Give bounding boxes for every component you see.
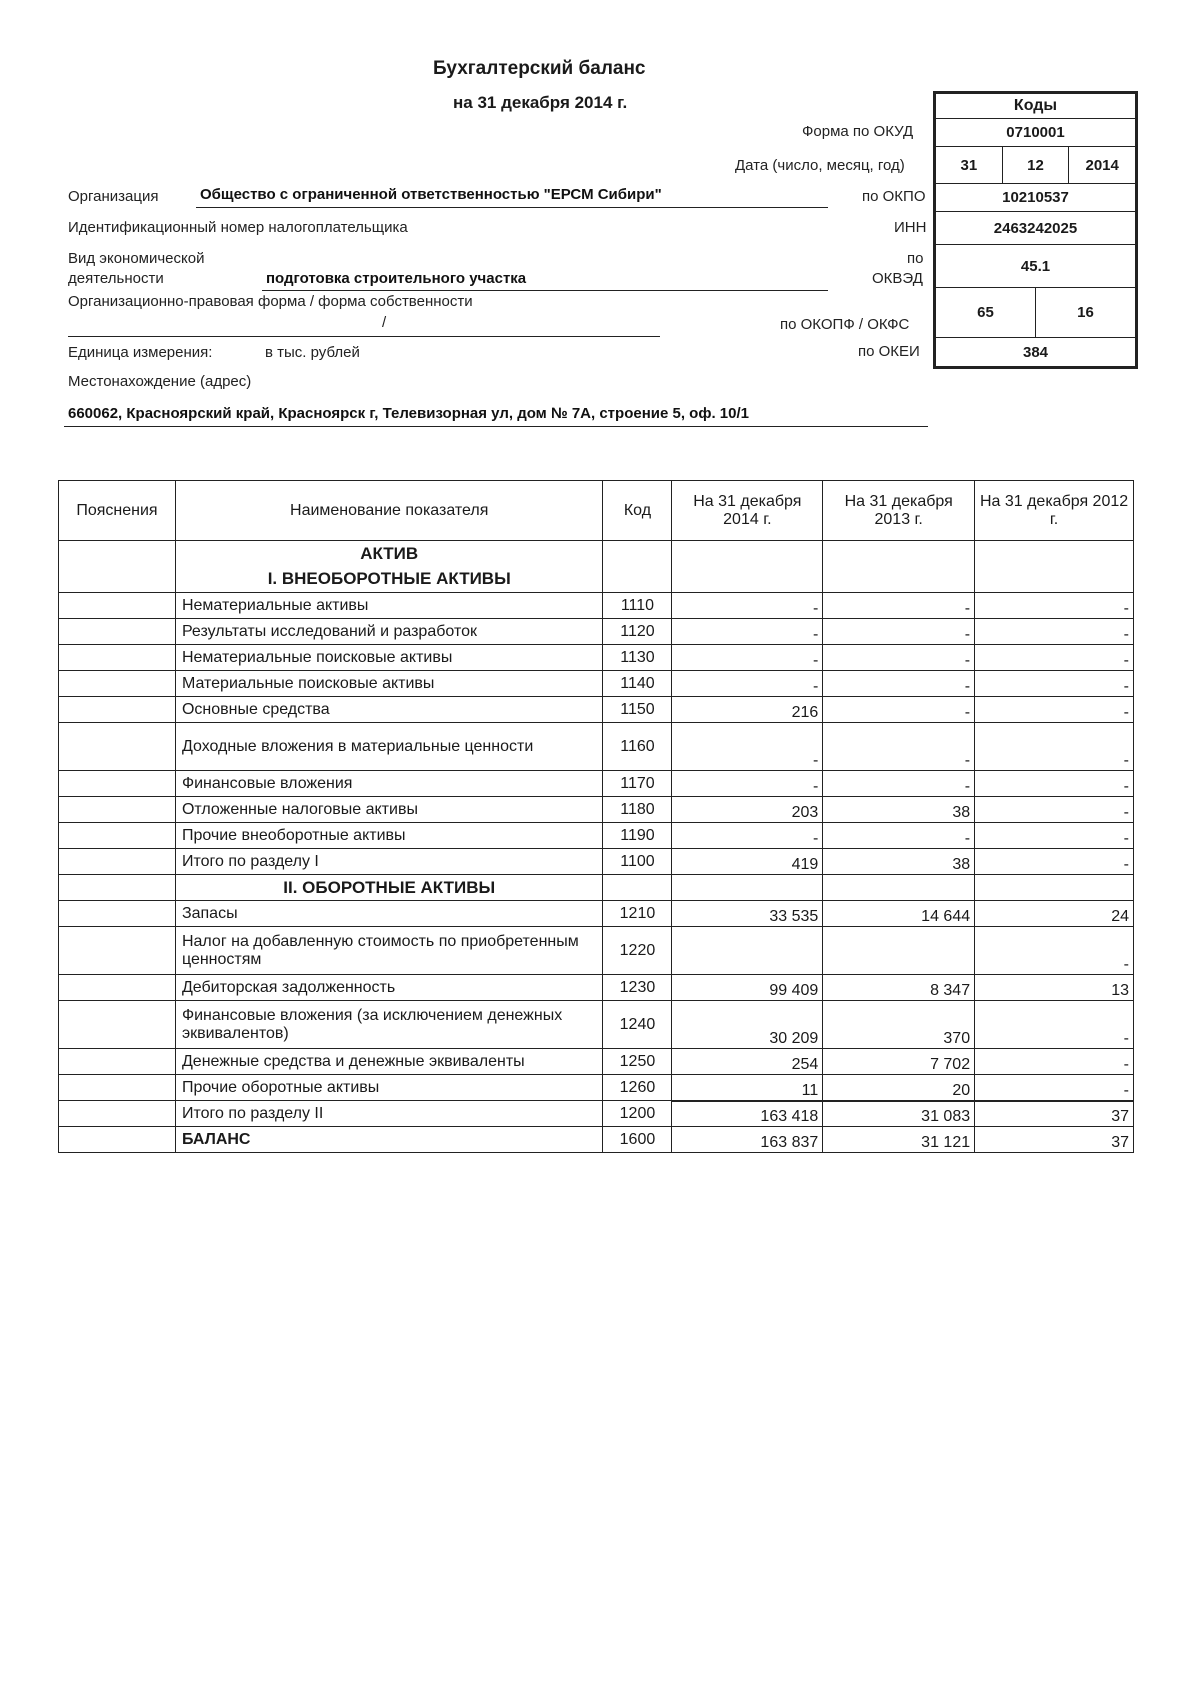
row-value-2013: 20 xyxy=(823,1075,975,1101)
date-label: Дата (число, месяц, год) xyxy=(735,157,905,174)
row-value-2013: - xyxy=(823,723,975,771)
row-code: 1180 xyxy=(603,797,672,823)
row-value-2013: 38 xyxy=(823,797,975,823)
address-value: 660062, Красноярский край, Красноярск г, Телевизорная ул, дом № 7А, строение 5, оф. 10/1 xyxy=(68,405,749,422)
document-date: на 31 декабря 2014 г. xyxy=(453,93,628,112)
row-code: 1240 xyxy=(603,1001,672,1049)
inn-code: 2463242025 xyxy=(936,212,1135,245)
okopf-code: 65 xyxy=(936,288,1036,337)
row-name: Прочие оборотные активы xyxy=(175,1075,603,1101)
row-code: 1160 xyxy=(603,723,672,771)
row-value-2013: 7 702 xyxy=(823,1049,975,1075)
row-code: 1170 xyxy=(603,771,672,797)
row-value-2014: - xyxy=(672,671,823,697)
row-value-2013: 31 121 xyxy=(823,1127,975,1153)
organization-name: Общество с ограниченной ответственностью "ЕРСМ Сибири" xyxy=(200,186,662,203)
row-value-2013 xyxy=(823,927,975,975)
row-value-2014: 216 xyxy=(672,697,823,723)
row-value-2012: - xyxy=(975,619,1134,645)
row-name: Результаты исследований и разработок xyxy=(175,619,603,645)
row-value-2014: 11 xyxy=(672,1075,823,1101)
row-name: Налог на добавленную стоимость по приобретенным ценностям xyxy=(175,927,603,975)
row-code: 1210 xyxy=(603,901,672,927)
row-notes xyxy=(59,671,176,697)
row-value-2012: - xyxy=(975,823,1134,849)
row-notes xyxy=(59,823,176,849)
okpo-code: 10210537 xyxy=(936,184,1135,212)
codes-box xyxy=(933,91,1138,369)
document-title: Бухгалтерский баланс xyxy=(433,58,646,79)
row-value-2013: 14 644 xyxy=(823,901,975,927)
unit-value: в тыс. рублей xyxy=(265,344,360,361)
row-value-2012: - xyxy=(975,671,1134,697)
row-value-2014: - xyxy=(672,771,823,797)
table-row xyxy=(59,849,1134,875)
table-row xyxy=(59,593,1134,619)
row-value-2014: - xyxy=(672,823,823,849)
row-value-2013: 370 xyxy=(823,1001,975,1049)
row-value-2012: - xyxy=(975,645,1134,671)
aktiv-row xyxy=(59,541,1134,567)
row-notes xyxy=(59,849,176,875)
okopf-label: по ОКОПФ / ОКФС xyxy=(780,316,910,333)
row-code: 1200 xyxy=(603,1101,672,1127)
row-notes xyxy=(59,1127,176,1153)
row-name: БАЛАНС xyxy=(175,1127,603,1153)
okud-code: 0710001 xyxy=(936,119,1135,147)
row-value-2014: 419 xyxy=(672,849,823,875)
row-value-2014: - xyxy=(672,723,823,771)
table-row xyxy=(59,619,1134,645)
row-value-2012: 13 xyxy=(975,975,1134,1001)
row-notes xyxy=(59,593,176,619)
okei-code: 384 xyxy=(1022,343,1049,361)
okved-label: ОКВЭД xyxy=(872,270,923,287)
row-value-2012: - xyxy=(975,849,1134,875)
row-notes xyxy=(59,1001,176,1049)
legal-form-label: Организационно-правовая форма / форма собственности xyxy=(68,293,473,310)
row-notes xyxy=(59,619,176,645)
row-code: 1190 xyxy=(603,823,672,849)
row-value-2013: 31 083 xyxy=(823,1101,975,1127)
row-value-2012: 37 xyxy=(975,1127,1134,1153)
header-2014: На 31 декабря 2014 г. xyxy=(672,481,823,541)
row-name: Доходные вложения в материальные ценности xyxy=(175,723,603,771)
row-name: Финансовые вложения xyxy=(175,771,603,797)
date-code xyxy=(936,147,1135,184)
row-value-2014 xyxy=(672,927,823,975)
row-name: Материальные поисковые активы xyxy=(175,671,603,697)
row-name: Нематериальные поисковые активы xyxy=(175,645,603,671)
table-row xyxy=(59,1127,1134,1153)
section2-row xyxy=(59,875,1134,901)
row-value-2014: 203 xyxy=(672,797,823,823)
legal-form-slash: / xyxy=(382,314,387,331)
row-value-2012: - xyxy=(975,797,1134,823)
row-notes xyxy=(59,645,176,671)
row-value-2012: - xyxy=(975,771,1134,797)
inn-label: Идентификационный номер налогоплательщика xyxy=(68,219,408,236)
row-notes xyxy=(59,723,176,771)
activity-label-2: деятельности xyxy=(68,270,164,287)
row-notes xyxy=(59,771,176,797)
form-okud-label: Форма по ОКУД xyxy=(802,123,914,140)
organization-label: Организация xyxy=(68,188,159,205)
row-value-2013: 38 xyxy=(823,849,975,875)
header-notes: Пояснения xyxy=(59,481,176,541)
row-value-2012: - xyxy=(975,723,1134,771)
section1-row xyxy=(59,567,1134,593)
okpo-label: по ОКПО xyxy=(862,188,926,205)
row-value-2013: - xyxy=(823,697,975,723)
table-row xyxy=(59,1049,1134,1075)
row-value-2013: - xyxy=(823,645,975,671)
row-notes xyxy=(59,901,176,927)
row-value-2013: - xyxy=(823,593,975,619)
row-value-2014: - xyxy=(672,593,823,619)
table-row xyxy=(59,1075,1134,1101)
date-month: 12 xyxy=(1003,147,1070,183)
row-name: Дебиторская задолженность xyxy=(175,975,603,1001)
row-value-2012: - xyxy=(975,1001,1134,1049)
unit-label: Единица измерения: xyxy=(68,344,213,361)
row-name: Денежные средства и денежные эквиваленты xyxy=(175,1049,603,1075)
row-code: 1100 xyxy=(603,849,672,875)
table-row xyxy=(59,771,1134,797)
date-day: 31 xyxy=(936,147,1003,183)
table-row xyxy=(59,797,1134,823)
okfs-code: 16 xyxy=(1077,304,1094,321)
row-name: Основные средства xyxy=(175,697,603,723)
row-value-2013: - xyxy=(823,823,975,849)
row-name: Прочие внеоборотные активы xyxy=(175,823,603,849)
row-notes xyxy=(59,1075,176,1101)
row-value-2014: 254 xyxy=(672,1049,823,1075)
okved-code: 45.1 xyxy=(936,245,1135,288)
row-code: 1600 xyxy=(603,1127,672,1153)
table-row xyxy=(59,901,1134,927)
table-row xyxy=(59,1101,1134,1127)
table-row xyxy=(59,697,1134,723)
row-name: Отложенные налоговые активы xyxy=(175,797,603,823)
table-row xyxy=(59,671,1134,697)
row-name: Нематериальные активы xyxy=(175,593,603,619)
row-value-2012: 37 xyxy=(975,1101,1134,1127)
row-notes xyxy=(59,697,176,723)
row-value-2013: - xyxy=(823,771,975,797)
row-name: Итого по разделу I xyxy=(175,849,603,875)
inn-short-label: ИНН xyxy=(894,219,927,236)
row-code: 1150 xyxy=(603,697,672,723)
row-value-2014: 163 418 xyxy=(672,1101,823,1127)
header-2013: На 31 декабря 2013 г. xyxy=(823,481,975,541)
activity-value: подготовка строительного участка xyxy=(266,270,527,287)
table-row xyxy=(59,723,1134,771)
row-code: 1230 xyxy=(603,975,672,1001)
row-value-2012: - xyxy=(975,1075,1134,1101)
table-row xyxy=(59,645,1134,671)
row-value-2013: - xyxy=(823,671,975,697)
row-name: Запасы xyxy=(175,901,603,927)
row-code: 1260 xyxy=(603,1075,672,1101)
row-value-2014: - xyxy=(672,645,823,671)
row-notes xyxy=(59,975,176,1001)
row-name: Финансовые вложения (за исключением денежных эквивалентов) xyxy=(175,1001,603,1049)
section2-heading: II. ОБОРОТНЫЕ АКТИВЫ xyxy=(175,875,603,901)
row-code: 1250 xyxy=(603,1049,672,1075)
table-header-row xyxy=(59,481,1134,541)
row-value-2012: 24 xyxy=(975,901,1134,927)
table-row xyxy=(59,823,1134,849)
row-notes xyxy=(59,927,176,975)
activity-label-1: Вид экономической xyxy=(68,250,205,267)
header-code: Код xyxy=(603,481,672,541)
row-notes xyxy=(59,797,176,823)
header-name: Наименование показателя xyxy=(175,481,603,541)
okopf-okfs-code xyxy=(936,288,1135,338)
row-code: 1140 xyxy=(603,671,672,697)
row-value-2014: 33 535 xyxy=(672,901,823,927)
row-value-2012: - xyxy=(975,927,1134,975)
row-notes xyxy=(59,1101,176,1127)
row-value-2014: 30 209 xyxy=(672,1001,823,1049)
row-value-2013: 8 347 xyxy=(823,975,975,1001)
aktiv-heading: АКТИВ xyxy=(175,541,603,567)
section1-heading: I. ВНЕОБОРОТНЫЕ АКТИВЫ xyxy=(175,567,603,593)
balance-table xyxy=(58,480,1134,1153)
row-notes xyxy=(59,1049,176,1075)
table-row xyxy=(59,927,1134,975)
header-2012: На 31 декабря 2012 г. xyxy=(975,481,1134,541)
row-value-2014: 99 409 xyxy=(672,975,823,1001)
row-code: 1220 xyxy=(603,927,672,975)
row-value-2012: - xyxy=(975,593,1134,619)
row-name: Итого по разделу II xyxy=(175,1101,603,1127)
date-year: 2014 xyxy=(1085,156,1119,174)
okei-label: по ОКЕИ xyxy=(858,343,920,360)
table-row xyxy=(59,975,1134,1001)
address-label: Местонахождение (адрес) xyxy=(68,373,252,390)
codes-title: Коды xyxy=(936,94,1135,119)
po-label: по xyxy=(907,250,924,267)
row-code: 1110 xyxy=(603,593,672,619)
row-value-2012: - xyxy=(975,1049,1134,1075)
row-code: 1130 xyxy=(603,645,672,671)
row-value-2012: - xyxy=(975,697,1134,723)
table-row xyxy=(59,1001,1134,1049)
row-value-2014: 163 837 xyxy=(672,1127,823,1153)
row-value-2014: - xyxy=(672,619,823,645)
row-value-2013: - xyxy=(823,619,975,645)
row-code: 1120 xyxy=(603,619,672,645)
